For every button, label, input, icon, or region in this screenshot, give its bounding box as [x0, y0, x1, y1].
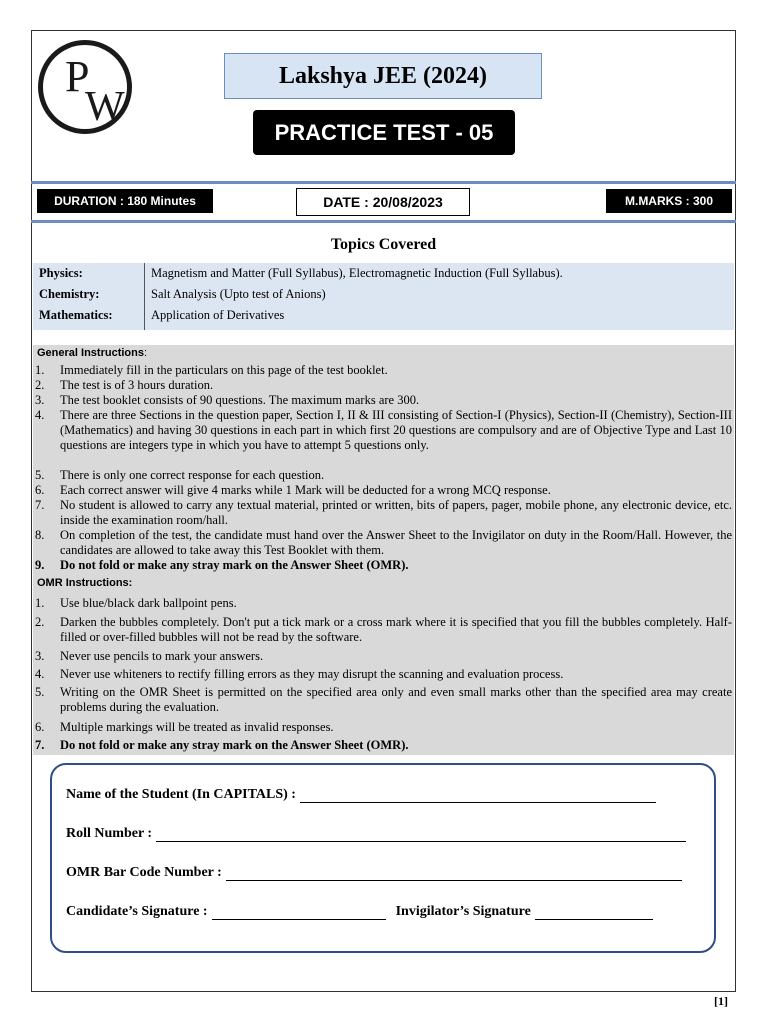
- topic-subject: Chemistry:: [39, 287, 100, 301]
- item-text: Darken the bubbles completely. Don't put a tick mark or a cross mark where it is specified that you fill the bubbles completely. Half-filled or over-filled bubbles will not be read by the software.: [60, 615, 732, 644]
- item-number: 2.: [35, 378, 45, 392]
- roll-number-field[interactable]: [156, 829, 686, 842]
- general-instructions-title: General Instructions: [37, 347, 144, 359]
- item-number: 3.: [35, 393, 45, 407]
- item-text: The test is of 3 hours duration.: [60, 378, 214, 392]
- item-text: Do not fold or make any stray mark on the Answer Sheet (OMR).: [60, 738, 409, 752]
- topic-row-mathematics: [33, 305, 734, 326]
- pw-logo: [38, 40, 132, 134]
- invigilator-signature-field[interactable]: [535, 907, 653, 920]
- student-details-form: [50, 763, 716, 953]
- general-instructions-heading: [37, 347, 147, 359]
- student-name-row: [66, 787, 656, 803]
- logo-inner-circle: [43, 45, 127, 129]
- item-number: 2.: [35, 615, 45, 629]
- item-number: 7.: [35, 738, 45, 752]
- logo-letter-p: P: [65, 52, 90, 101]
- item-number: 3.: [35, 649, 45, 663]
- divider-bottom: [31, 220, 736, 223]
- candidate-signature-field[interactable]: [212, 907, 386, 920]
- duration-badge: DURATION : 180 Minutes: [37, 189, 213, 213]
- topic-subject: Mathematics:: [39, 308, 113, 322]
- item-number: 6.: [35, 720, 45, 734]
- test-name-banner: PRACTICE TEST - 05: [253, 110, 515, 155]
- roll-number-label: Roll Number :: [66, 826, 153, 841]
- omr-barcode-row: [66, 865, 682, 881]
- item-text: No student is allowed to carry any textual material, printed or written, bits of papers, pager, mobile phone, any electronic device, etc. inside the examination room/hall.: [60, 498, 732, 527]
- date-box: DATE : 20/08/2023: [296, 188, 470, 216]
- topic-subject: Physics:: [39, 266, 83, 280]
- logo-letter-w: W: [85, 84, 125, 130]
- item-text: Do not fold or make any stray mark on the Answer Sheet (OMR).: [60, 558, 409, 572]
- item-number: 5.: [35, 468, 45, 482]
- item-text: Writing on the OMR Sheet is permitted on the specified area only and even small marks other than the specified area may create problems during the evaluation.: [60, 685, 732, 714]
- topic-description: Magnetism and Matter (Full Syllabus), Electromagnetic Induction (Full Syllabus).: [151, 266, 563, 280]
- topics-title: Topics Covered: [330, 236, 437, 253]
- item-text: On completion of the test, the candidate must hand over the Answer Sheet to the Invigilator on duty in the Room/Hall. However, the candidates are allowed to take away this Test Booklet with them.: [60, 528, 732, 557]
- item-number: 9.: [35, 558, 45, 572]
- topic-row-physics: [33, 263, 734, 284]
- roll-number-row: [66, 826, 686, 842]
- invigilator-signature-label: Invigilator’s Signature: [395, 904, 531, 919]
- topic-description: Application of Derivatives: [151, 308, 285, 322]
- omr-barcode-label: OMR Bar Code Number :: [66, 865, 222, 880]
- general-instructions-colon: :: [143, 347, 148, 359]
- item-text: Immediately fill in the particulars on this page of the test booklet.: [60, 363, 388, 377]
- item-number: 4.: [35, 667, 45, 681]
- candidate-signature-label: Candidate’s Signature :: [66, 904, 208, 919]
- item-text: Each correct answer will give 4 marks while 1 Mark will be deducted for a wrong MCQ response.: [60, 483, 551, 497]
- divider-top: [31, 181, 736, 184]
- instructions-panel: [33, 345, 734, 755]
- student-name-field[interactable]: [300, 790, 656, 803]
- item-text: Multiple markings will be treated as invalid responses.: [60, 720, 334, 734]
- item-number: 6.: [35, 483, 45, 497]
- omr-barcode-field[interactable]: [226, 868, 682, 881]
- item-text: Never use whiteners to rectify filling errors as they may disrupt the scanning and evaluation process.: [60, 667, 564, 681]
- item-number: 7.: [35, 498, 45, 512]
- signatures-row: [66, 904, 653, 920]
- item-number: 8.: [35, 528, 45, 542]
- student-name-label: Name of the Student (In CAPITALS) :: [66, 787, 296, 802]
- omr-instructions-heading: OMR Instructions:: [37, 577, 133, 589]
- topic-description: Salt Analysis (Upto test of Anions): [151, 287, 326, 301]
- item-text: The test booklet consists of 90 questions. The maximum marks are 300.: [60, 393, 420, 407]
- item-text: Never use pencils to mark your answers.: [60, 649, 264, 663]
- item-number: 5.: [35, 685, 45, 699]
- item-text: There is only one correct response for each question.: [60, 468, 325, 482]
- item-number: 1.: [35, 596, 45, 610]
- item-text: There are three Sections in the question paper, Section I, II & III consisting of Section-I (Physics), Section-II (Chemistry), Section-III (Mathematics) and having 30 questions in each part in which first 20 questions are compulsory and are of Objective Type and Last 10 questions are integers type in which you have to attempt 5 questions only.: [60, 408, 732, 452]
- topic-row-chemistry: [33, 284, 734, 305]
- item-number: 4.: [35, 408, 45, 422]
- max-marks-badge: M.MARKS : 300: [606, 189, 732, 213]
- topics-table: [33, 263, 734, 330]
- item-text: Use blue/black dark ballpoint pens.: [60, 596, 237, 610]
- batch-title: Lakshya JEE (2024): [224, 53, 542, 99]
- item-number: 1.: [35, 363, 45, 377]
- page-number: [1]: [714, 994, 728, 1008]
